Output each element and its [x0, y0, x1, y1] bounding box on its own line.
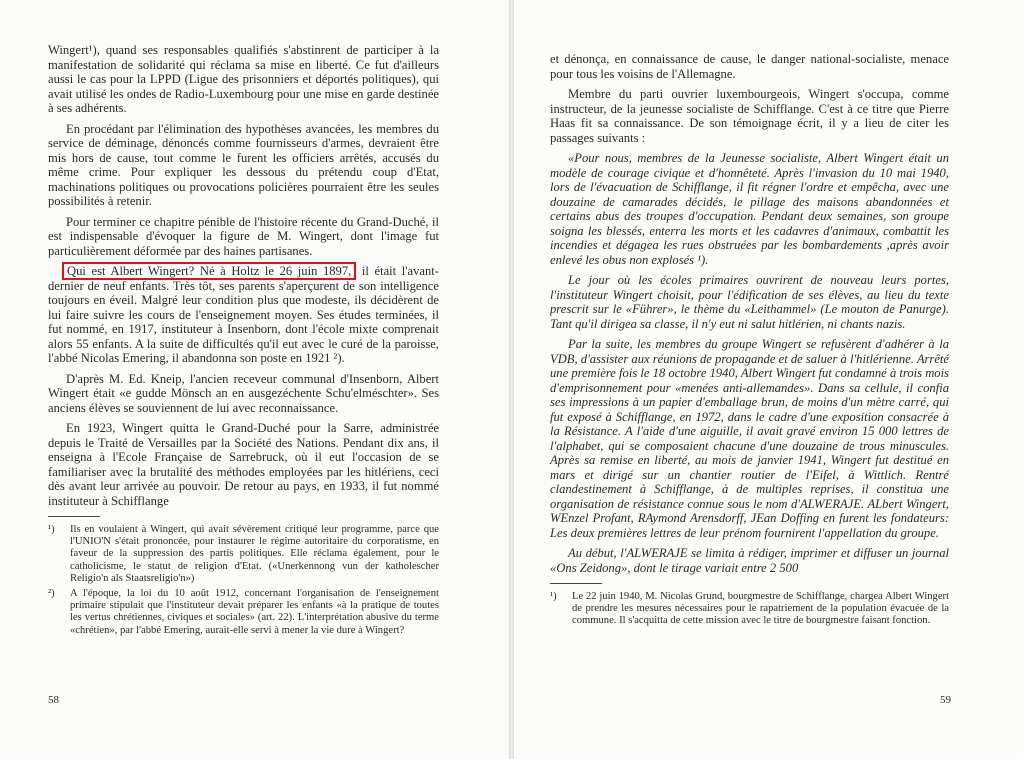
footnote-mark: ¹) [48, 524, 55, 535]
paragraph: En 1923, Wingert quitta le Grand-Duché pour la Sarre, administrée depuis le Traité de Versailles par la Société des Nations. Pendant dix ans, il enseigna à l'Ecole Française de Sarrebruck, où il eut l'occasion de se familiariser avec la brutalité des méthodes employées par les hitlériens, ceci dès avant leur arrivée au pouvoir. De retour au pays, en 1933, il fut nommé instituteur à Schifflange [48, 421, 439, 508]
footnote-text: Ils en voulaient à Wingert, qui avait sévèrement critiqué leur programme, parce que l'UNIO'N s'était prononcée, pour instaurer le régime autoritaire du corporatisme, en faveur de la suppression des partis politiques. Elle réclama également, pour le catholicisme, le statut de religion d'Etat. («Unerkennong vun der katholescher Religio'n als Staatsreligio'n») [70, 524, 439, 584]
paragraph: Membre du parti ouvrier luxembourgeois, Wingert s'occupa, comme instructeur, de la jeunesse socialiste de Schifflange. C'est à ce titre que Pierre Haas fit sa connaissance. De son témoignage écrit, il y a lieu de citer les passages suivants : [550, 87, 949, 145]
right-text-column [550, 52, 949, 631]
highlight-box: Qui est Albert Wingert? Né à Holtz le 26 juin 1897, [62, 262, 356, 280]
footnote-mark: ²) [48, 588, 55, 600]
paragraph: Pour terminer ce chapitre pénible de l'histoire récente du Grand-Duché, il est indispensable d'évoquer la figure de M. Wingert, dont l'image fut particulièrement déformée par des haines partisanes. [48, 214, 439, 258]
footnote-text: Le 22 juin 1940, M. Nicolas Grund, bourgmestre de Schifflange, chargea Albert Wingert de prendre les mesures nécessaires pour le rapatriement de la population évacuée de la commune. Il s'acquitta de cette mission avec le titre de bourgmestre faisant fonction. [572, 591, 949, 627]
footnote-text: A l'époque, la loi du 10 août 1912, concernant l'organisation de l'enseignement primaire stipulait que l'instituteur devait préparer les enfants «à la pratique de toutes les vertus chrétiennes, civiques et sociales» (art. 22). L'interprétation abusive du terme «chrétien», par l'abbé Emering, aurait-elle servi à mener la vie dure à Wingert? [70, 588, 439, 636]
footnote-rule [550, 583, 602, 584]
page-number: 58 [48, 694, 59, 706]
paragraph: Wingert¹), quand ses responsables qualifiés s'abstinrent de participer à la manifestation de solidarité qui réclama sa mise en liberté. Ce fut d'ailleurs aussi le cas pour la LPPD (Ligue des prisonniers et déportés politiques), qui avait utilisé les ondes de Radio-Luxembourg pour une mise en garde destinée à ses adhérents. [48, 43, 439, 115]
paragraph: En procédant par l'élimination des hypothèses avancées, les membres du service de déminage, dénoncés comme fournisseurs d'armes, devraient être mis hors de cause, tout comme le furent les officiers arrêtés, accusés du même crime. Pour expliquer les dessous du prétendu coup d'Etat, machinations politiques ou provocations policières pourraient être les seules possibilités à retenir. [48, 121, 439, 208]
paragraph: et dénonça, en connaissance de cause, le danger national-socialiste, menace pour tous les voisins de l'Allemagne. [550, 52, 949, 81]
quote-paragraph: «Pour nous, membres de la Jeunesse socialiste, Albert Wingert était un modèle de courage civique et d'honnêteté. Après l'invasion du 10 mai 1940, lors de l'évacuation de Schifflange, il fit régner l'ordre et empêcha, avec une douzaine de camarades décidés, le pillage des maisons abandonnées et certains abus des troupes d'occupation. Pendant deux semaines, son groupe soigna les blessés, enterra les morts et les cadavres d'animaux, combattit les incendies et dégagea les rues obstruées par les bombardements ,après avoir enlevé les obus non explosés ¹). [550, 151, 949, 267]
footnote [48, 588, 439, 637]
right-page [514, 0, 1023, 759]
left-text-column [48, 43, 439, 640]
footnote [48, 524, 439, 585]
quote-paragraph: Au début, l'ALWERAJE se limita à rédiger, imprimer et diffuser un journal «Ons Zeidong», dont le tirage variait entre 2 500 [550, 546, 949, 575]
quote-paragraph: Le jour où les écoles primaires ouvrirent de nouveau leurs portes, l'instituteur Wingert choisit, pour l'édification de ses élèves, au lieu du texte prescrit sur le «Führer», le thème du «Leithammel» (Le mouton de Panurge). Tant qu'il dirigea sa classe, il n'y eut ni salut hitlérien, ni chants nazis. [550, 273, 949, 331]
footnote-mark: ¹) [550, 591, 557, 602]
paragraph-highlighted [48, 264, 439, 366]
left-page [0, 0, 509, 759]
page-number: 59 [940, 694, 951, 706]
highlight-continuation: il était l'avant-dernier de neuf enfants. Très tôt, ses parents s'aperçurent de son intelligence toujours en éveil. Malgré leur condition plus que modeste, ils décidèrent de lui faire suivre les cours de l'enseignement moyen. Ses études terminées, il fut nommé, en 1917, instituteur à Insenborn, dont l'école mixte comprenait alors 55 enfants. A la suite de difficultés qu'il eut avec le curé de la paroisse, l'abbé Nicolas Emering, il abandonna son poste en 1921 ²). [48, 264, 439, 365]
footnote-rule [48, 516, 100, 517]
quote-paragraph: Par la suite, les membres du groupe Wingert se refusèrent d'adhérer à la VDB, d'assister aux réunions de propagande et de saluer à l'hitlérienne. Arrêté une première fois le 18 octobre 1940, Albert Wingert fut condamné à trois mois d'emprisonnement pour «menées anti-allemandes». Dans sa cellule, il confia ses impressions à un papier d'emballage brun, de moins d'un mètre carré, qui fut exposé à Schifflange, en 1972, dans le cadre d'une exposition consacrée à la Résistance. A l'aide d'une aiguille, il avait gravé environ 15 000 lettres de l'alphabet, qui se composaient chacune d'une douzaine de trous minuscules. Après sa remise en liberté, au mois de janvier 1941, Wingert fut destitué en mars et dirigé sur un chantier routier de l'Eifel, à Wittlich. Rentré clandestinement à Schifflange, à de multiples reprises, il constitua une organisation de résistance connue sous le nom d'ALWERAJE. ALbert Wingert, WEnzel Profant, RAymond Arensdorff, JEan Doffing en furent les fondateurs: Les deux premières lettres de leur prénom fournirent l'appellation du groupe. [550, 337, 949, 540]
paragraph: D'après M. Ed. Kneip, l'ancien receveur communal d'Insenborn, Albert Wingert était «e gudde Mönsch an en ausgezéchente Schu'elméschter». Ses anciens élèves se souviennent de lui avec reconnaissance. [48, 371, 439, 415]
footnote [550, 591, 949, 628]
